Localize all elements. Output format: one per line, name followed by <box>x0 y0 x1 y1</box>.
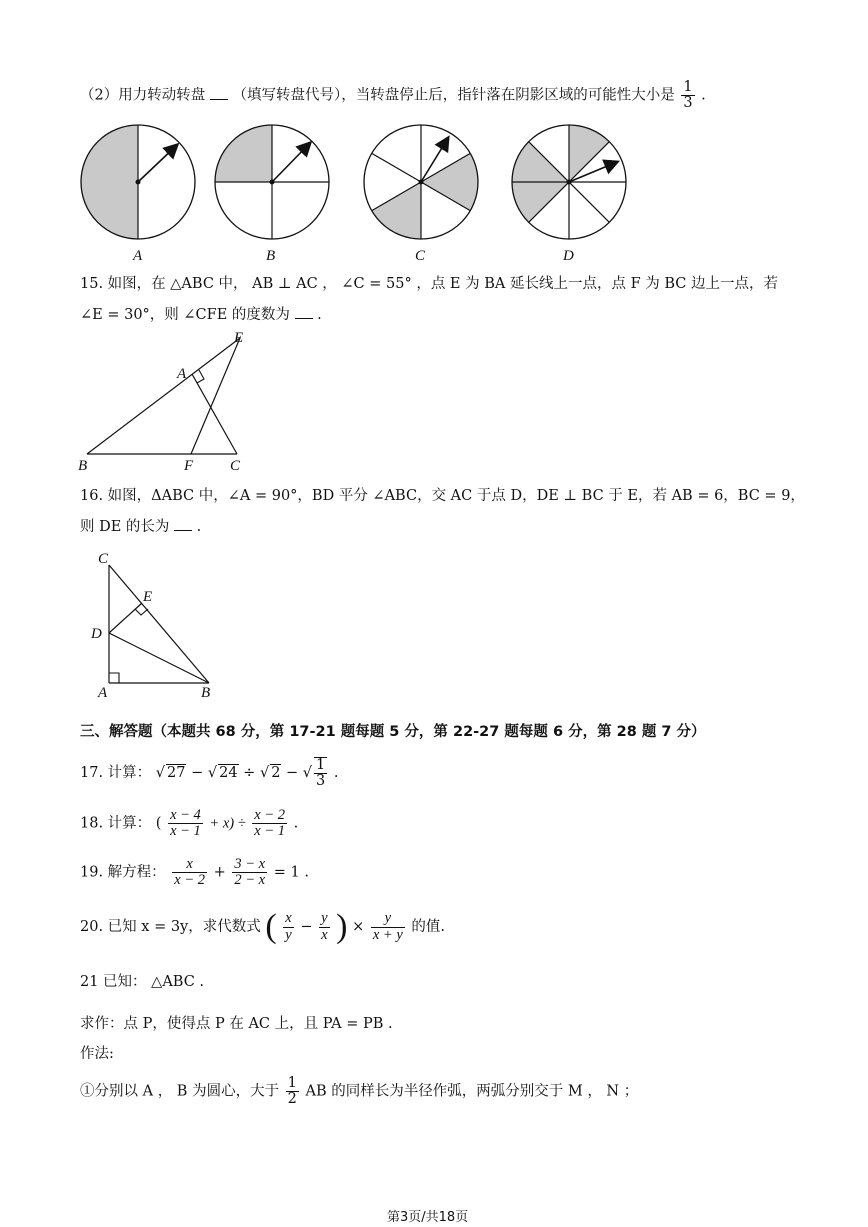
q21-line4: ①分别以 A ， B 为圆心，大于 $\frac{1}{2}$ AB 的同样长为半径作弧，两弧分别交于 M ， N ； <box>80 1075 639 1108</box>
q18-line: 18. 计算： ( $\frac{x - 4}{x - 1}$ + x) ÷ $\frac{x - 2}{x - 1}$ . <box>80 807 299 840</box>
q18-fraction-1: $\frac{x - 4}{x - 1}$ <box>170 807 201 840</box>
q16-triangle-figure <box>85 545 245 705</box>
q14-2-line: （2）用力转动转盘 （填写转盘代号），当转盘停止后，指针落在阴影区域的可能性大小是 $\frac{1}{3}$ . <box>80 79 706 112</box>
q21-line2: 求作：点 P，使得点 P 在 AC 上，且 PA = PB . <box>80 1016 393 1032</box>
q18-fraction-2: $\frac{x - 2}{x - 1}$ <box>254 807 286 840</box>
q21-line3: 作法: <box>80 1046 114 1062</box>
q16-line1: 16. 如图，ΔABC 中，∠A = 90°，BD 平分 ∠ABC，交 AC 于点 D，DE ⊥ BC 于 E，若 AB = 6，BC = 9， <box>80 488 805 504</box>
q14-2-prefix: （2）用力转动转盘 <box>80 87 206 104</box>
spinner-label-d: D <box>563 248 574 264</box>
answer-blank <box>210 87 228 100</box>
q17-line: 17. 计算： √ 27 − √ 24 ÷ √ 2 − √ $\frac{1}{3}$ . <box>80 757 339 790</box>
spinner-a <box>81 125 195 264</box>
spinner-label-c: C <box>415 248 426 264</box>
q21-line1: 21 已知： △ABC . <box>80 974 205 990</box>
spinner-c <box>364 125 478 264</box>
q20-fraction-1: $\frac{x}{y}$ <box>285 910 292 943</box>
spinner-label-a: A <box>133 248 143 264</box>
q16-label-e: E <box>143 589 153 605</box>
q16-label-b: B <box>201 685 211 701</box>
q15-label-e: E <box>234 330 244 346</box>
q15-line1: 15. 如图，在 △ABC 中， AB ⊥ AC ， ∠C = 55° ，点 E 为 BA 延长线上一点，点 F 为 BC 边上一点，若 <box>80 276 778 292</box>
spinner-b <box>215 125 329 264</box>
answer-blank <box>295 306 313 319</box>
q15-label-b: B <box>78 458 88 474</box>
q19-fraction-2: $\frac{3 - x}{2 - x}$ <box>234 856 266 889</box>
q15-label-c: C <box>230 458 241 474</box>
q17-fraction: $\frac{1}{3}$ <box>316 757 326 790</box>
q19-line: 19. 解方程： $\frac{x}{x - 2}$ + $\frac{3 - x}{2 - x}$ = 1 . <box>80 856 309 889</box>
q15-label-f: F <box>184 458 194 474</box>
q16-line2: 则 DE 的长为 . <box>80 519 202 535</box>
q21-fraction-half: $\frac{1}{2}$ <box>287 1075 297 1108</box>
answer-blank <box>174 518 192 531</box>
q14-2-text: （填写转盘代号），当转盘停止后，指针落在阴影区域的可能性大小是 <box>232 87 675 104</box>
q16-label-a: A <box>98 685 108 701</box>
q15-line2: ∠E = 30°，则 ∠CFE 的度数为 . <box>80 307 322 323</box>
page-footer: 第3页/共18页 <box>387 1210 469 1225</box>
spinner-d <box>512 125 626 264</box>
section-3-heading: 三、解答题（本题共 68 分，第 17-21 题每题 5 分，第 22-27 题每题 6 分，第 28 题 7 分） <box>80 724 706 740</box>
q19-fraction-1: $\frac{x}{x - 2}$ <box>174 856 206 889</box>
q20-line: 20. 已知 x = 3y，求代数式 ( $\frac{x}{y}$ − $\frac{y}{x}$ ) × $\frac{y}{x + y}$ 的值. <box>80 908 445 945</box>
fraction-one-third: $\frac{1}{3}$ <box>683 79 693 112</box>
q15-label-a: A <box>177 366 187 382</box>
spinner-label-b: B <box>266 248 276 264</box>
spinner-diagrams <box>0 115 868 275</box>
q15-triangle-figure <box>70 330 370 480</box>
q20-fraction-2: $\frac{y}{x}$ <box>321 910 328 943</box>
q16-label-c: C <box>98 551 109 567</box>
q16-label-d: D <box>91 626 102 642</box>
q20-fraction-3: $\frac{y}{x + y}$ <box>372 910 403 943</box>
